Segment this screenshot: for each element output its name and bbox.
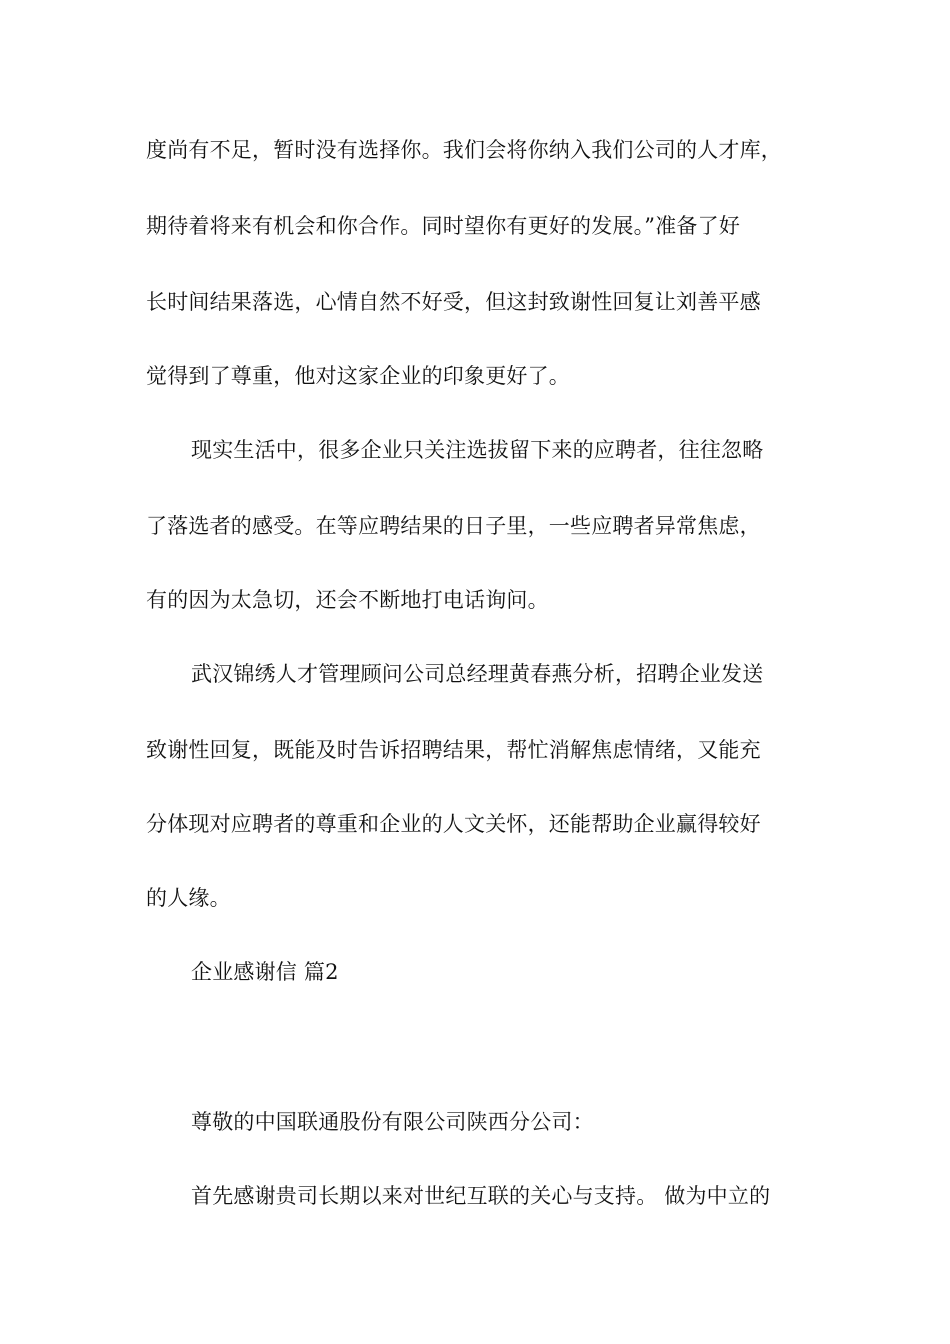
text-line-2: 期待着将来有机会和你合作。同时望你有更好的发展。”准备了好 <box>146 214 741 238</box>
text-line-6: 了落选者的感受。在等应聘结果的日子里，一些应聘者异常焦虑， <box>146 514 761 538</box>
text-line-8: 武汉锦绣人才管理顾问公司总经理黄春燕分析，招聘企业发送 <box>191 662 764 686</box>
text-line-1: 度尚有不足，暂时没有选择你。我们会将你纳入我们公司的人才库， <box>146 138 782 162</box>
text-line-4: 觉得到了尊重，他对这家企业的印象更好了。 <box>146 364 570 388</box>
text-line-3: 长时间结果落选，心情自然不好受，但这封致谢性回复让刘善平感 <box>146 290 761 314</box>
text-line-7: 有的因为太急切，还会不断地打电话询问。 <box>146 588 549 612</box>
text-line-5: 现实生活中，很多企业只关注选拔留下来的应聘者，往往忽略 <box>191 438 764 462</box>
section-heading: 企业感谢信 篇2 <box>191 960 339 984</box>
text-line-10: 分体现对应聘者的尊重和企业的人文关怀，还能帮助企业赢得较好 <box>146 812 761 836</box>
salutation-line: 尊敬的中国联通股份有限公司陕西分公司： <box>191 1110 594 1134</box>
text-line-11: 的人缘。 <box>146 886 231 910</box>
text-line-14: 首先感谢贵司长期以来对世纪互联的关心与支持。 做为中立的 <box>191 1184 771 1208</box>
text-line-9: 致谢性回复，既能及时告诉招聘结果，帮忙消解焦虑情绪，又能充 <box>146 738 761 762</box>
